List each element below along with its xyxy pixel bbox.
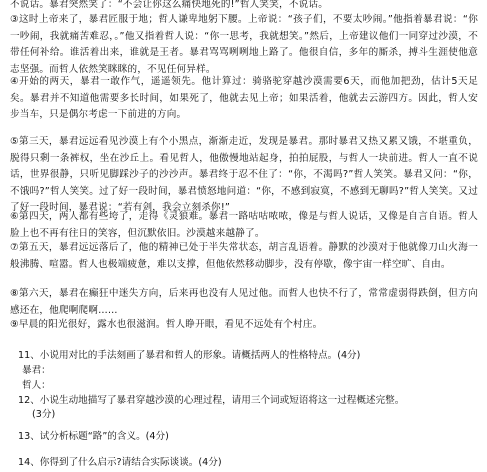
question-11: 11、小说用对比的手法刻画了暴君和哲人的形象。请概括两人的性格特点。(4分) — [18, 350, 361, 361]
passage-para-3: ③这时上帝来了，暴君匠服于地；哲人谦卑地躬下腰。上帝说：“孩子们，不要太吵闹。”他指着暴君说：“你一吵闹，我就痛苦难忍，。”他又指着哲人说：“你一思考，我就想笑。”然后，上帝建议他们一同穿过沙漠，不带任何补给。谁活着出来，谁就是王者。暴君骂骂咧咧地上路了。他很自信，多年的厮杀，搏斗生涯使他意志坚强。而哲人依然笑眯眯的，不见任何异样。 — [10, 14, 478, 75]
question-14: 14、你得到了什么启示?请结合实际谈谈。(4分) — [18, 457, 222, 468]
passage-para-7: ⑦第五天，暴君远远落后了，他的精神已处于半失常状态，胡言乱语着。静默的沙漠对于他就像刀山火海一般沸腾、喧嚣。哲人也极端疲惫，难以支撑，但他依然移动脚步，没有停歇，像宇宙一样空旷、自由。 — [10, 242, 478, 270]
passage-para-8: ⑧第六天，暴君在癫狂中迷失方向，后来再也没有人见过他。而哲人也快不行了，常常虚弱得跌倒，但方向感还在，他爬啊爬啊…… — [10, 288, 478, 316]
question-11-answer-philosopher: 哲人： — [22, 380, 51, 391]
question-12: 12、小说生动地描写了暴君穿越沙漠的心理过程，请用三个词或短语将这一过程概述完整。 — [18, 395, 405, 406]
question-11-answer-tyrant: 暴君： — [22, 365, 51, 376]
passage-para-6: ⑥第四天，两人都有些垮了，走得《灵狼难。暴君一路咕咕哝哝，像是与哲人说话，又像是自言自语。哲人脸上也不再有往日的笑容，但沉默依旧。沙漠越来越静了。 — [10, 211, 478, 239]
passage-para-5: ⑤第三天，暴君远远看见沙漠上有个小黑点，渐渐走近，发现是暴君。那时暴君又热又累又饿，不堪重负，脱得只剩一条裤权，坐在沙丘上。看见哲人，他傲慢地站起身，拍拍屁股，与哲人一块前进。哲人一直不说话，世界很静，只听见脚踩沙子的沙沙声。暴君终于忍不住了：“你，不渴吗?”哲人笑笑。暴君又问：“你，不饿吗?”哲人笑笑。过了好一段时间，暴君愤怒地问道：“你，不感到寂寞，不感到无聊吗?”哲人笑笑。又过了好一段时间，暴君说：“若有剑，我会立刻杀你!” — [10, 136, 478, 214]
passage-para-9: ⑨早晨的阳光很好，露水也很滋润。哲人睁开眼，看见不远处有个村庄。 — [10, 319, 323, 330]
question-13: 13、试分析标题“路”的含义。(4分) — [18, 431, 169, 442]
question-12-score: (3分) — [32, 409, 56, 420]
passage-para-4: ④开始的两天，暴君一敢作气，遥遥领先。他计算过：骑骆驼穿越沙漠需要6天，而他加把劲，估计5天足矣。暴君并不知道他需要多长时间，如果死了，他就去见上帝；如果活着，他就去云游四方。因此，哲人安步当车，只是偶尔考虑一下前进的方向。 — [10, 76, 478, 121]
passage-para-2: 不说话。暴君突然笑了：“不会让你这么痛快地死的!”哲人笑笑，不说话。 — [10, 0, 328, 10]
